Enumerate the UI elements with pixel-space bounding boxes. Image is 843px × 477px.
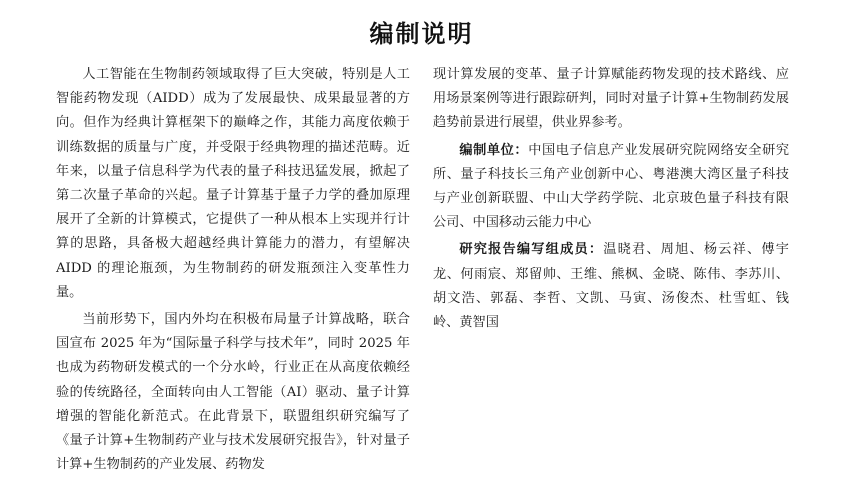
compiling-units-label: 编制单位： (459, 142, 529, 158)
left-column (56, 63, 410, 477)
authors-text: 温晓君、周旭、杨云祥、傅宇龙、何雨宸、郑留帅、王维、熊枫、金晓、陈伟、李苏川、胡文浩、郭磊、李哲、文凯、马寅、汤俊杰、杜雪虹、钱岭、黄智国 (433, 242, 789, 331)
compiling-units-paragraph (433, 139, 789, 236)
authors-label: 研究报告编写组成员： (459, 242, 604, 258)
right-column (433, 63, 789, 335)
continuation-paragraph: 现计算发展的变革、量子计算赋能药物发现的技术路线、应用场景案例等进行跟踪研判，同时对量子计算+生物制药发展趋势前景进行展望，供业界参考。 (433, 67, 789, 131)
authors-paragraph (433, 238, 789, 335)
intro-paragraph: 人工智能在生物制药领域取得了巨大突破，特别是人工智能药物发现（AIDD）成为了发展最快、成果最显著的方向。但作为经典计算框架下的巅峰之作，其能力高度依赖于训练数据的质量与广度，并受限于经典物理的描述范畴。近年来，以量子信息科学为代表的量子科技迅猛发展，掀起了第二次量子革命的兴起。量子计算基于量子力学的叠加原理展开了全新的计算模式，它提供了一种从根本上实现并行计算的思路，具备极大超越经典计算能力的潜力，有望解决 AIDD 的理论瓶颈，为生物制药的研发瓶颈注入变革性力量。 (56, 67, 410, 300)
background-paragraph: 当前形势下，国内外均在积极布局量子计算战略，联合国宣布 2025 年为“国际量子科学与技术年”，同时 2025 年也成为药物研发模式的一个分水岭，行业正在从高度依赖经验的传统路径，全面转向由人工智能（AI）驱动、量子计算增强的智能化新范式。在此背景下，联盟组织研究编写了《量子计算+生物制药产业与技术发展研究报告》，针对量子计算+生物制药的产业发展、药物发 (56, 312, 410, 473)
compiling-units-text: 中国电子信息产业发展研究院网络安全研究所、量子科技长三角产业创新中心、粤港澳大湾区量子科技与产业创新联盟、中山大学药学院、北京玻色量子科技有限公司、中国移动云能力中心 (433, 142, 790, 231)
page-title: 编制说明 (369, 20, 474, 48)
